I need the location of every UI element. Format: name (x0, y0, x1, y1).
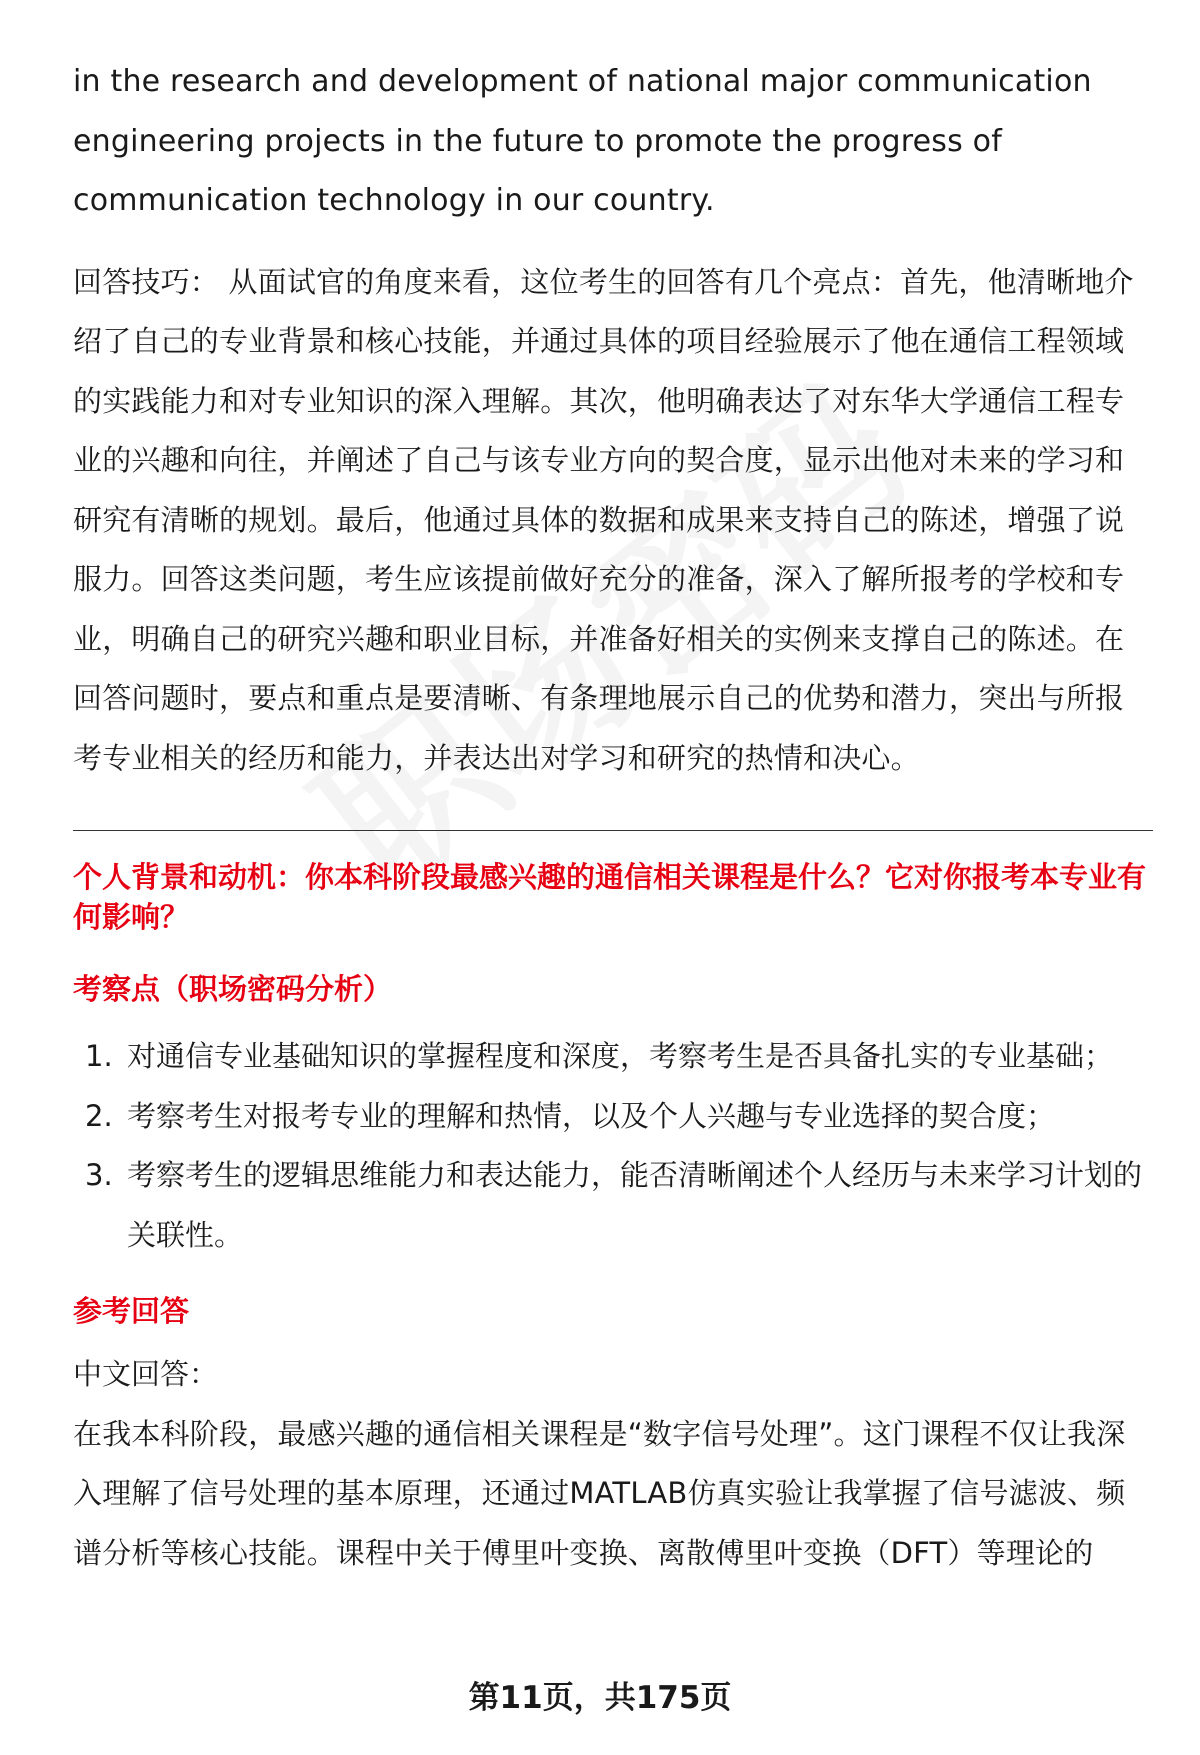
list-item-number: 2. (85, 1098, 113, 1133)
answer-tips-paragraph (73, 253, 1153, 789)
section-title-reference: 参考回答 (73, 1294, 190, 1328)
list-item-text: 对通信专业基础知识的掌握程度和深度，考察考生是否具备扎实的专业基础； (127, 1039, 1114, 1073)
list-item-text: 考察考生对报考专业的理解和热情，以及个人兴趣与专业选择的契合度； (127, 1098, 1056, 1133)
tip-label: 回答技巧： (73, 264, 220, 299)
list-item-number: 3. (85, 1158, 113, 1192)
answer-paragraph: 在我本科阶段，最感兴趣的通信相关课程是“数字信号处理”。这门课程不仅让我深入理解了信号处理的基本原理，还通过MATLAB仿真实验让我掌握了信号滤波、频谱分析等核心技能。课程中关于傅里叶变换、离散傅里叶变换（DFT）等理论的 (73, 1416, 1126, 1570)
tip-text: 从面试官的角度来看，这位考生的回答有几个亮点：首先，他清晰地介绍了自己的专业背景和核心技能，并通过具体的项目经验展示了他在通信工程领域的实践能力和对专业知识的深入理解。其次，他明确表达了对东华大学通信工程专业的兴趣和向往，并阐述了自己与该专业方向的契合度，显示出他对未来的学习和研究有清晰的规划。最后，他通过具体的数据和成果来支持自己的陈述，增强了说服力。回答这类问题，考生应该提前做好充分的准备，深入了解所报考的学校和专业，明确自己的研究兴趣和职业目标，并准备好相关的实例来支撑自己的陈述。在回答问题时，要点和重点是要清晰、有条理地展示自己的优势和潜力，突出与所报考专业相关的经历和能力，并表达出对学习和研究的热情和决心。 (73, 264, 1134, 775)
list-item-text: 考察考生的逻辑思维能力和表达能力，能否清晰阐述个人经历与未来学习计划的关联性。 (127, 1158, 1143, 1252)
points-list (73, 1027, 1153, 1265)
answer-label: 中文回答： (73, 1357, 219, 1391)
section-title-points: 考察点（职场密码分析） (73, 972, 393, 1006)
document-page (73, 52, 1153, 1583)
list-item (73, 1146, 1153, 1265)
intro-english-paragraph: in the research and development of national major communication engineering projects in the future to promote the progress of communication technology in our country. (73, 64, 1092, 218)
list-item-number: 1. (85, 1039, 113, 1073)
list-item (73, 1087, 1153, 1147)
list-item (73, 1027, 1153, 1087)
question-title: 个人背景和动机：你本科阶段最感兴趣的通信相关课程是什么？它对你报考本专业有何影响？ (73, 860, 1147, 934)
section-divider (73, 830, 1153, 831)
page-footer: 第11页，共175页 (468, 1680, 732, 1716)
